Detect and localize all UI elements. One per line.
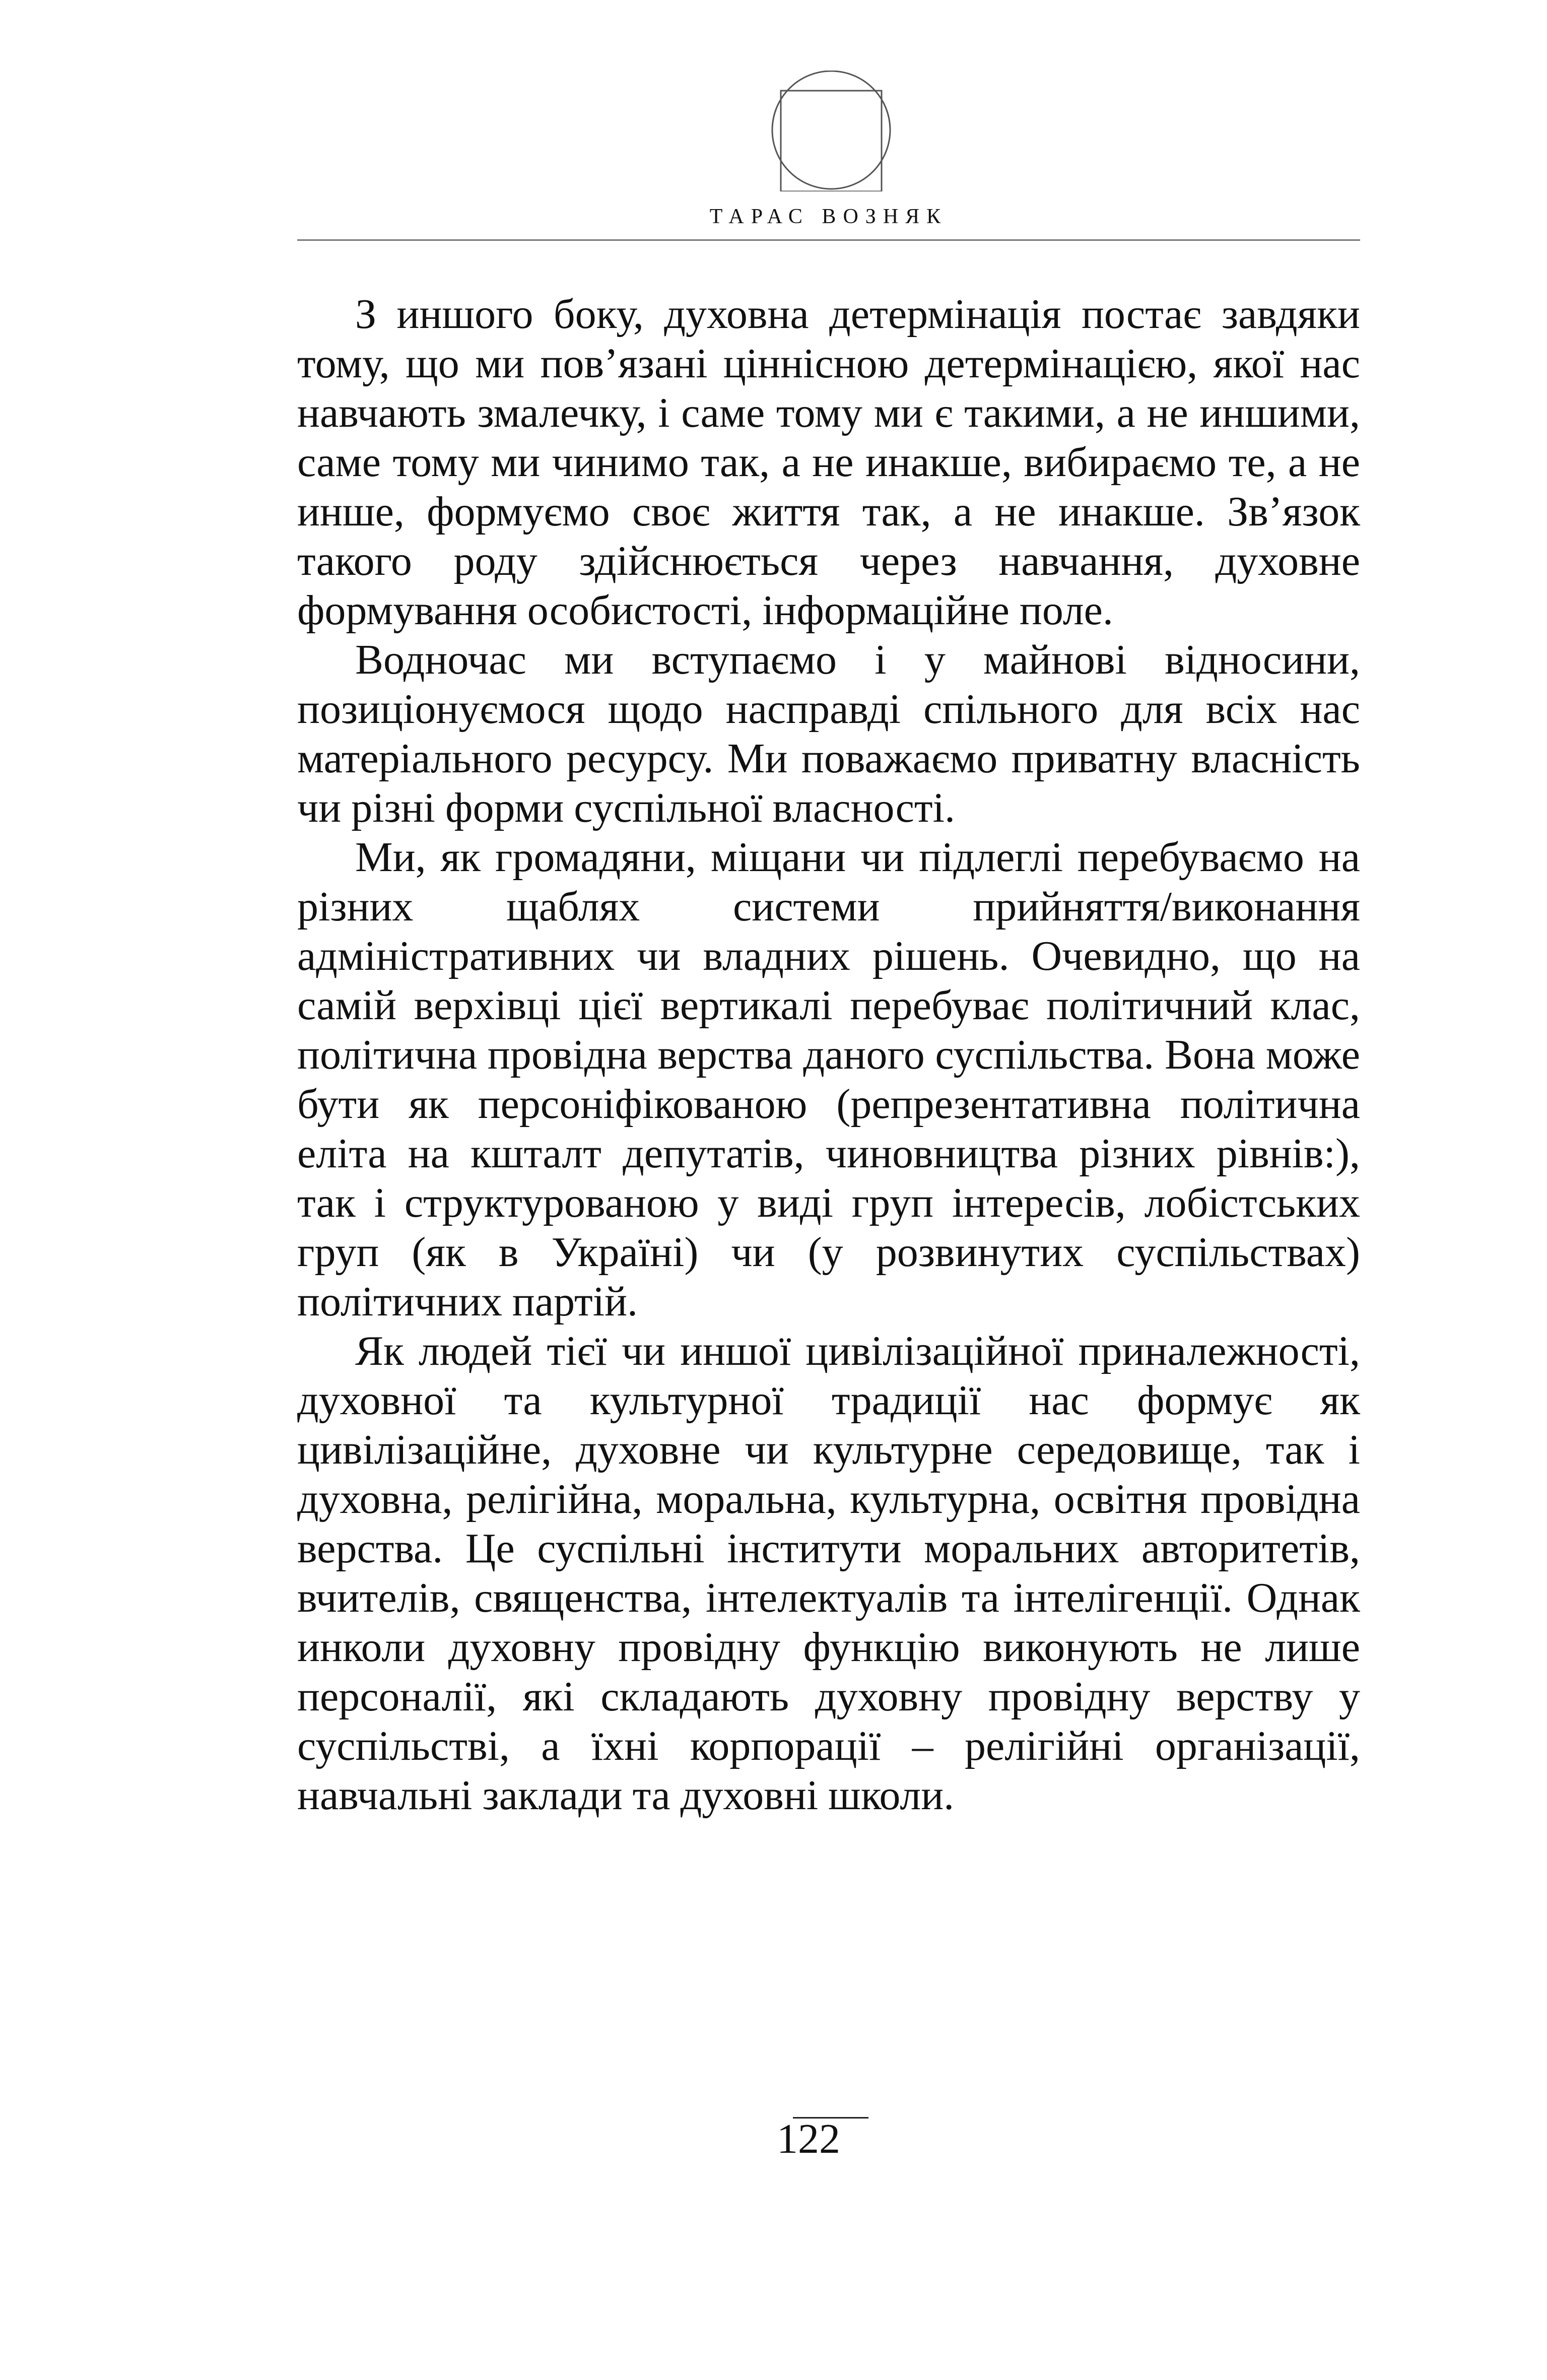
paragraph-1: З иншого боку, духовна детермінація постає завдяки тому, що ми пов’язані ціннісною детермінацією, якої нас навчають змалечку, і саме тому ми є такими, а не иншими, саме тому ми чинимо так, а не инакше, вибираємо те, а не инше, формуємо своє життя так, а не инакше. Зв’язок такого роду здійснюється через навчання, духовне формування особистості, інформаційне поле. bbox=[297, 291, 1360, 634]
paragraph-2: Водночас ми вступаємо і у майнові відносини, позиціонуємося щодо насправді спільного для всіх нас матеріального ресурсу. Ми поважаємо приватну власність чи різні форми суспільної власності. bbox=[297, 636, 1360, 831]
running-head-author: ТАРАС ВОЗНЯК bbox=[709, 205, 948, 228]
circle-square-emblem-icon bbox=[771, 71, 892, 191]
header-divider bbox=[297, 239, 1360, 241]
body-text bbox=[297, 290, 1360, 1820]
paragraph-4: Як людей тієї чи иншої цивілізаційної приналежності, духовної та культурної традиції нас формує як цивілізаційне, духовне чи культурне середовище, так і духовна, релігійна, моральна, культурна, освітня провідна верства. Це суспільні інститути моральних авторитетів, вчителів, священства, інтелектуалів та інтелігенції. Однак инколи духовну провідну функцію виконують не лише персоналії, які складають духовну провідну верству у суспільстві, а їхні корпорації – релігійні організації, навчальні заклади та духовні школи. bbox=[297, 1328, 1360, 1819]
page-number: 122 bbox=[777, 2115, 840, 2162]
paragraph-3: Ми, як громадяни, міщани чи підлеглі перебуваємо на різних щаблях системи прийняття/виконання адміністративних чи владних рішень. Очевидно, що на самій верхівці цієї вертикалі перебуває політичний клас, політична провідна верства даного суспільства. Вона може бути як персоніфікованою (репрезентативна політична еліта на кшталт депутатів, чиновництва різних рівнів:), так і структурованою у виді груп інтересів, лобістських груп (як в Україні) чи (у розвинутих суспільствах) політичних партій. bbox=[297, 834, 1360, 1325]
